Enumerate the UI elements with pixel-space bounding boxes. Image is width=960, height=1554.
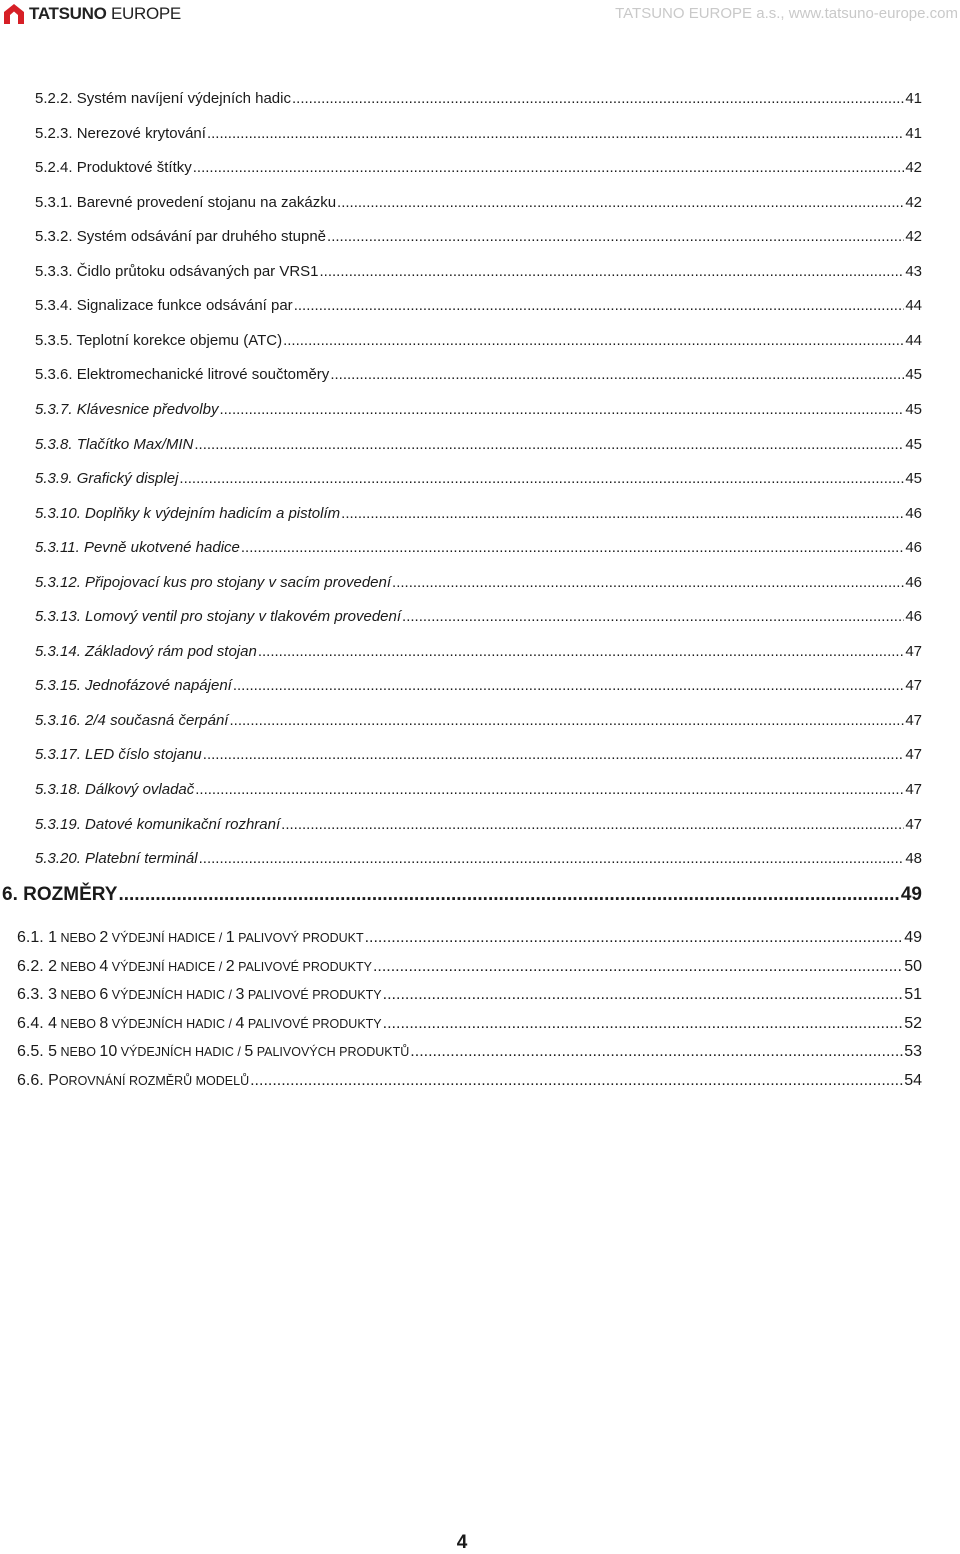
toc-entry-title: Teplotní korekce objemu (ATC)	[76, 332, 283, 349]
toc-entry-label	[35, 503, 340, 525]
tatsuno-logo-icon	[4, 4, 24, 24]
toc-section-title-part: PALIVOVÉ PRODUKTY	[234, 960, 372, 974]
toc-entry-number: 5.3.16.	[35, 712, 81, 729]
toc-entry-number: 5.3.8.	[35, 436, 73, 453]
toc-entry-title: Pevně ukotvené hadice	[83, 539, 240, 556]
toc-leader-dots	[233, 675, 904, 697]
toc-section-number: 6.1.	[17, 929, 44, 946]
toc-entry-title: Systém odsávání par druhého stupně	[76, 228, 327, 245]
toc-leader-dots	[203, 744, 905, 766]
toc-entry-title: Produktové štítky	[76, 159, 192, 176]
toc-entry[interactable]	[35, 399, 922, 421]
toc-entry-number: 5.3.4.	[35, 297, 73, 314]
toc-entry-number: 5.3.15.	[35, 677, 81, 694]
toc-section-title-part: 2	[99, 929, 109, 946]
toc-entry-number: 5.3.9.	[35, 470, 73, 487]
toc-entry[interactable]	[35, 295, 922, 317]
toc-entry-number: 5.3.6.	[35, 366, 73, 383]
toc-section-title-part: VÝDEJNÍ HADICE /	[108, 931, 226, 945]
toc-entry-label	[35, 192, 336, 214]
toc-leader-dots	[281, 814, 904, 836]
toc-leader-dots	[373, 956, 903, 978]
toc-entry[interactable]	[35, 744, 922, 766]
toc-chapter-entry[interactable]	[2, 882, 922, 908]
toc-entry-label	[35, 364, 329, 386]
toc-entry[interactable]	[35, 468, 922, 490]
toc-entry-page: 44	[905, 297, 922, 314]
toc-section-title-part: 2	[225, 958, 235, 975]
toc-chapter-title: ROZMĚRY	[23, 884, 118, 905]
toc-entry[interactable]	[35, 434, 922, 456]
toc-entry-label	[35, 675, 232, 697]
header-company-url: TATSUNO EUROPE a.s., www.tatsuno-europe.com	[615, 5, 958, 22]
toc-entry-label	[35, 88, 291, 110]
toc-entry-title: Platební terminál	[85, 850, 198, 867]
toc-leader-dots	[330, 364, 904, 386]
toc-entry[interactable]	[35, 88, 922, 110]
toc-entry[interactable]	[35, 710, 922, 732]
toc-section-number: 6.5.	[17, 1043, 44, 1060]
toc-entry-label	[35, 226, 326, 248]
toc-entry-title: Tlačítko Max/MIN	[76, 436, 194, 453]
toc-entry-number: 5.3.11.	[35, 539, 80, 556]
toc-section-title-part: NEBO	[57, 1045, 100, 1059]
toc-entry-number: 5.2.2.	[35, 90, 73, 107]
toc-section-title-part: VÝDEJNÍCH HADIC /	[108, 988, 236, 1002]
toc-section-label	[17, 984, 382, 1006]
page-header	[0, 0, 960, 30]
toc-entry-title: Elektromechanické litrové součtoměry	[76, 366, 330, 383]
toc-leader-dots	[241, 537, 904, 559]
toc-leader-dots	[199, 848, 905, 870]
toc-section-title-part: PALIVOVÝCH PRODUKTŮ	[253, 1045, 410, 1059]
toc-section-entry[interactable]	[17, 956, 922, 978]
toc-chapter-page: 49	[900, 884, 922, 905]
toc-entry-label	[35, 744, 202, 766]
toc-leader-dots	[292, 88, 904, 110]
toc-entry-page: 47	[905, 712, 922, 729]
toc-entry-label	[35, 434, 193, 456]
toc-leader-dots	[207, 123, 904, 145]
toc-leader-dots	[327, 226, 904, 248]
toc-section-title-part: 5	[48, 1043, 58, 1060]
toc-leader-dots	[320, 261, 905, 283]
toc-entry-number: 5.3.13.	[35, 608, 81, 625]
toc-entry-title: Jednofázové napájení	[85, 677, 232, 694]
toc-leader-dots	[392, 572, 904, 594]
toc-entry-title: Barevné provedení stojanu na zakázku	[76, 194, 337, 211]
toc-entry-label	[35, 295, 293, 317]
toc-entry[interactable]	[35, 503, 922, 525]
toc-section-title-part: OROVNÁNÍ ROZMĚRŮ MODELŮ	[58, 1074, 250, 1088]
toc-entry-number: 5.3.7.	[35, 401, 73, 418]
toc-section-label	[17, 1013, 382, 1035]
toc-entry-page: 47	[905, 746, 922, 763]
toc-entry-label	[35, 710, 228, 732]
toc-section-number: 6.4.	[17, 1015, 44, 1032]
toc-entry-label	[35, 399, 218, 421]
toc-leader-dots	[179, 468, 904, 490]
toc-entry-page: 46	[905, 574, 922, 591]
toc-section-page: 51	[904, 986, 922, 1003]
toc-entry-label	[35, 157, 192, 179]
toc-leader-dots	[118, 882, 899, 908]
logo-wordmark	[29, 3, 181, 25]
toc-entry-number: 5.3.19.	[35, 816, 81, 833]
toc-leader-dots	[383, 1013, 904, 1035]
toc-section-title-part: 10	[99, 1043, 118, 1060]
toc-entry-title: Signalizace funkce odsávání par	[76, 297, 293, 314]
toc-entry-page: 42	[905, 228, 922, 245]
toc-leader-dots	[194, 434, 904, 456]
toc-entry[interactable]	[35, 572, 922, 594]
toc-entry-page: 45	[905, 401, 922, 418]
toc-entry-page: 41	[905, 125, 922, 142]
toc-entry-label	[35, 123, 206, 145]
toc-entry[interactable]	[35, 330, 922, 352]
toc-entry-number: 5.3.1.	[35, 194, 73, 211]
toc-section-title-part: 3	[48, 986, 58, 1003]
toc-entry-page: 47	[905, 781, 922, 798]
toc-entry-title: Dálkový ovladač	[85, 781, 195, 798]
toc-section-page: 49	[904, 929, 922, 946]
toc-section-page: 52	[904, 1015, 922, 1032]
toc-leader-dots	[294, 295, 905, 317]
toc-entry-title: Lomový ventil pro stojany v tlakovém provedení	[85, 608, 402, 625]
toc-entry[interactable]	[35, 537, 922, 559]
toc-section-title-part: 6	[99, 986, 109, 1003]
toc-entry-title: Základový rám pod stojan	[85, 643, 257, 660]
toc-entry-title: Grafický displej	[76, 470, 179, 487]
toc-entry-number: 5.3.5.	[35, 332, 73, 349]
toc-chapter-label	[2, 882, 117, 908]
toc-leader-dots	[283, 330, 904, 352]
toc-section-title-part: 1	[225, 929, 235, 946]
toc-section-title-part: 4	[48, 1015, 58, 1032]
toc-section-entry[interactable]	[17, 1013, 922, 1035]
toc-section-title-part: NEBO	[57, 931, 100, 945]
toc-entry-page: 48	[905, 850, 922, 867]
toc-entry-title: LED číslo stojanu	[85, 746, 202, 763]
toc-entry[interactable]	[35, 606, 922, 628]
toc-entry-number: 5.3.2.	[35, 228, 73, 245]
toc-section-title-part: NEBO	[57, 960, 100, 974]
toc-section-page: 50	[904, 958, 922, 975]
toc-section-title-part: 4	[99, 958, 109, 975]
toc-entry-title: Systém navíjení výdejních hadic	[76, 90, 291, 107]
toc-entry-page: 45	[905, 436, 922, 453]
toc-entry-page: 47	[905, 816, 922, 833]
toc-entry-number: 5.3.10.	[35, 505, 81, 522]
toc-section-title-part: PALIVOVÉ PRODUKTY	[244, 1017, 382, 1031]
toc-entry[interactable]	[35, 779, 922, 801]
toc-section-title-part: VÝDEJNÍCH HADIC /	[108, 1017, 236, 1031]
toc-entry-page: 42	[905, 194, 922, 211]
toc-entry-page: 45	[905, 470, 922, 487]
toc-entry-number: 5.3.12.	[35, 574, 81, 591]
toc-section-title-part: PALIVOVÝ PRODUKT	[234, 931, 364, 945]
toc-entry-label	[35, 848, 198, 870]
toc-chapter-number: 6.	[2, 884, 18, 905]
toc-leader-dots	[337, 192, 904, 214]
toc-entry-number: 5.3.14.	[35, 643, 81, 660]
toc-entry[interactable]	[35, 814, 922, 836]
toc-entry-label	[35, 261, 319, 283]
toc-section-page: 53	[904, 1043, 922, 1060]
toc-section-entry[interactable]	[17, 984, 922, 1006]
toc-section-page: 54	[904, 1072, 922, 1089]
toc-entry-page: 47	[905, 677, 922, 694]
toc-section-title-part: NEBO	[57, 988, 100, 1002]
toc-section-title-part: VÝDEJNÍCH HADIC /	[117, 1045, 245, 1059]
toc-entry[interactable]	[35, 123, 922, 145]
toc-entry[interactable]	[35, 226, 922, 248]
toc-section-title-part: PALIVOVÉ PRODUKTY	[244, 988, 382, 1002]
toc-section-number: 6.2.	[17, 958, 44, 975]
toc-entry-number: 5.3.20.	[35, 850, 81, 867]
toc-entry-label	[35, 814, 280, 836]
toc-leader-dots	[219, 399, 904, 421]
toc-section-title-part: 2	[48, 958, 58, 975]
toc-section-label	[17, 1070, 249, 1092]
toc-section-label	[17, 956, 372, 978]
toc-entry-label	[35, 330, 282, 352]
toc-entry-page: 43	[905, 263, 922, 280]
toc-section-entry[interactable]	[17, 1070, 922, 1092]
toc-entry-number: 5.3.18.	[35, 781, 81, 798]
toc-entry-page: 46	[905, 608, 922, 625]
toc-entry-page: 46	[905, 539, 922, 556]
toc-entry-page: 42	[905, 159, 922, 176]
toc-entry-label	[35, 572, 391, 594]
toc-entry-number: 5.2.4.	[35, 159, 73, 176]
toc-entry-title: Doplňky k výdejním hadicím a pistolím	[85, 505, 341, 522]
toc-section-entry[interactable]	[17, 927, 922, 949]
logo-wordmark-bold: TATSUNO	[29, 4, 107, 23]
toc-entry-label	[35, 468, 178, 490]
toc-entry[interactable]	[35, 848, 922, 870]
toc-leader-dots	[258, 641, 905, 663]
toc-section-title-part: 4	[235, 1015, 245, 1032]
toc-entry-page: 44	[905, 332, 922, 349]
toc-entry-label	[35, 641, 257, 663]
toc-entry-number: 5.3.3.	[35, 263, 73, 280]
toc-entry-title: Čidlo průtoku odsávaných par VRS1	[76, 263, 319, 280]
toc-leader-dots	[195, 779, 904, 801]
toc-entry-page: 45	[905, 366, 922, 383]
company-logo	[4, 3, 181, 25]
page-number: 4	[456, 1532, 468, 1553]
toc-section-number: 6.3.	[17, 986, 44, 1003]
toc-entry-title: Připojovací kus pro stojany v sacím provedení	[85, 574, 392, 591]
toc-leader-dots	[229, 710, 904, 732]
toc-entry[interactable]	[35, 261, 922, 283]
toc-entry-number: 5.3.17.	[35, 746, 81, 763]
toc-entry-page: 47	[905, 643, 922, 660]
toc-section-title-part: P	[48, 1072, 59, 1089]
toc-section-entry[interactable]	[17, 1041, 922, 1063]
toc-section-title-part: VÝDEJNÍ HADICE /	[108, 960, 226, 974]
toc-entry-label	[35, 606, 401, 628]
toc-entry-title: Nerezové krytování	[76, 125, 206, 142]
toc-section-number: 6.6.	[17, 1072, 44, 1089]
toc-entry-page: 46	[905, 505, 922, 522]
toc-entry-label	[35, 537, 240, 559]
toc-entry[interactable]	[35, 641, 922, 663]
toc-section-title-part: NEBO	[57, 1017, 100, 1031]
logo-wordmark-rest: EUROPE	[106, 4, 181, 23]
toc-leader-dots	[365, 927, 904, 949]
toc-leader-dots	[341, 503, 904, 525]
toc-entry-number: 5.2.3.	[35, 125, 73, 142]
toc-entry-title: 2/4 současná čerpání	[85, 712, 229, 729]
toc-entry-title: Klávesnice předvolby	[76, 401, 219, 418]
toc-section-title-part: 8	[99, 1015, 109, 1032]
toc-entry-page: 41	[905, 90, 922, 107]
toc-leader-dots	[402, 606, 904, 628]
toc-entry[interactable]	[35, 192, 922, 214]
toc-entry-label	[35, 779, 194, 801]
toc-section-title-part: 3	[235, 986, 245, 1003]
toc-entry[interactable]	[35, 675, 922, 697]
toc-leader-dots	[383, 984, 904, 1006]
toc-section-label	[17, 927, 364, 949]
toc-entry[interactable]	[35, 157, 922, 179]
toc-section-title-part: 1	[48, 929, 58, 946]
toc-section-label	[17, 1041, 409, 1063]
toc-leader-dots	[410, 1041, 903, 1063]
toc-leader-dots	[193, 157, 905, 179]
toc-entry-title: Datové komunikační rozhraní	[85, 816, 281, 833]
toc-leader-dots	[250, 1070, 903, 1092]
toc-entry[interactable]	[35, 364, 922, 386]
toc-section-title-part: 5	[244, 1043, 254, 1060]
